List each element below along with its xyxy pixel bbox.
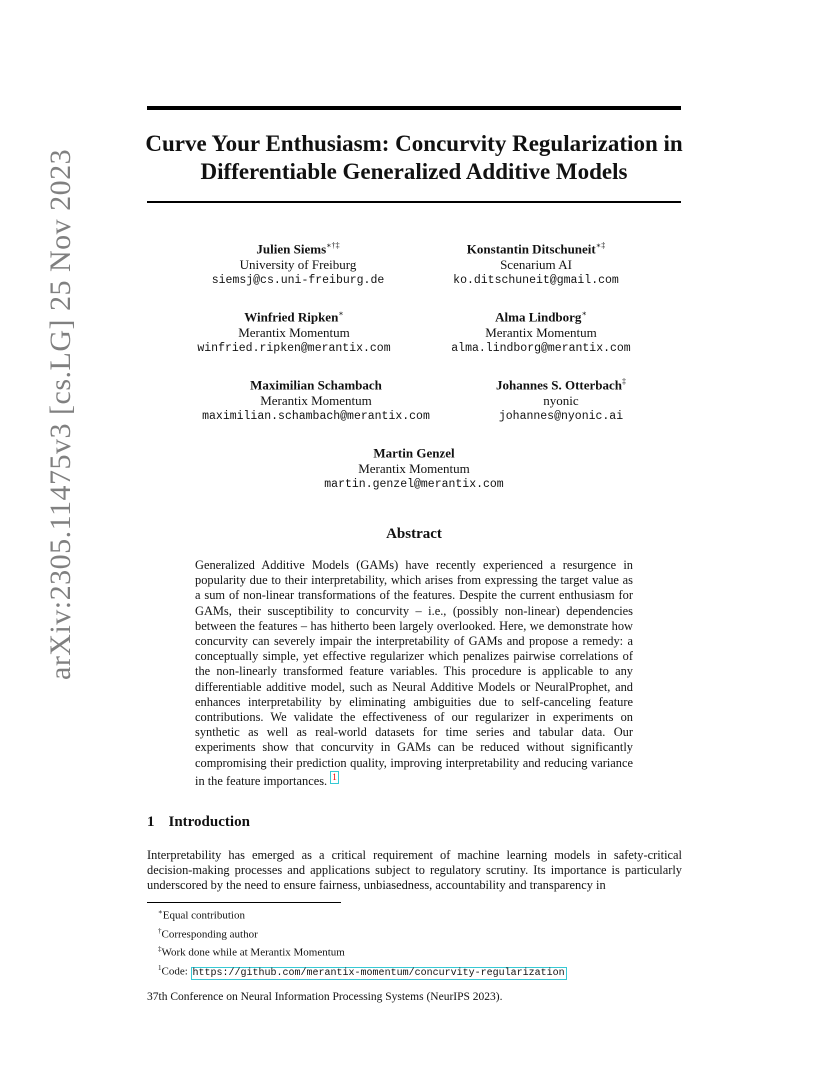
author-name: Johannes S. Otterbach <box>495 377 623 393</box>
author-affiliation: University of Freiburg <box>239 257 357 273</box>
footnote-mark: ‡ <box>158 945 162 954</box>
section-title: Introduction <box>168 814 250 830</box>
author-marks: ∗†‡ <box>326 241 340 250</box>
author-email: alma.lindborg@merantix.com <box>451 342 631 356</box>
author-block <box>406 238 666 289</box>
footnote-mark: ∗ <box>158 908 163 916</box>
author-affiliation: Merantix Momentum <box>260 393 372 409</box>
author-block <box>411 306 671 357</box>
author-affiliation: Scenarium AI <box>500 257 572 273</box>
intro-paragraph: Interpretability has emerged as a critical requirement of machine learning models in safety-critical decision-making processes and applications subject to regulatory scrutiny. Its importance is particularly underscored by the need to ensure fairness, unbiasedness, accountability and transparency in <box>147 848 682 893</box>
author-marks: ∗‡ <box>595 241 606 250</box>
author-email: martin.genzel@merantix.com <box>324 478 504 492</box>
author-name: Julien Siems <box>256 241 327 257</box>
footnotes <box>158 905 567 981</box>
author-affiliation: Merantix Momentum <box>485 325 597 341</box>
footnote <box>158 905 567 924</box>
author-block <box>186 374 446 425</box>
author-affiliation: Merantix Momentum <box>358 461 470 477</box>
author-affiliation: nyonic <box>543 393 579 409</box>
author-affiliation: Merantix Momentum <box>238 325 350 341</box>
footnote-mark: 1 <box>158 963 162 972</box>
author-email: siemsj@cs.uni-freiburg.de <box>211 274 385 288</box>
author-block <box>431 374 691 425</box>
arxiv-identifier: arXiv:2305.11475v3 [cs.LG] 25 Nov 2023 <box>44 148 77 680</box>
author-block <box>164 306 424 357</box>
author-name: Alma Lindborg <box>495 309 582 325</box>
author-name: Martin Genzel <box>373 445 455 461</box>
author-marks: ∗ <box>338 309 344 318</box>
conference-note: 37th Conference on Neural Information Processing Systems (NeurIPS 2023). <box>147 991 503 1003</box>
author-name: Winfried Ripken <box>244 309 339 325</box>
title-line-1: Curve Your Enthusiasm: Concurvity Regularization in <box>145 131 683 156</box>
arxiv-sidebar <box>24 148 77 680</box>
footnote-text: Corresponding author <box>161 928 258 941</box>
footnote <box>158 942 567 961</box>
author-name: Konstantin Ditschuneit <box>466 241 596 257</box>
author-email: maximilian.schambach@merantix.com <box>202 410 430 424</box>
footnote-text: Code: <box>161 965 191 978</box>
author-block <box>284 442 544 493</box>
author-marks: ‡ <box>622 377 627 386</box>
author-email: winfried.ripken@merantix.com <box>197 342 391 356</box>
footnote-mark: † <box>158 926 162 935</box>
title-bottom-rule <box>147 201 681 203</box>
paper-title <box>130 130 698 186</box>
section-heading <box>147 814 250 831</box>
title-top-rule <box>147 106 681 110</box>
abstract-text: Generalized Additive Models (GAMs) have recently experienced a resurgence in popularity due to their interpretability, which arises from expressing the target value as a sum of non-linear transformations of the features. Despite the current enthusiasm for GAMs, their susceptibility to concurvity – i.e., (possibly non-linear) dependencies between the features – has hitherto been largely overlooked. Here, we demonstrate how concurvity can severely impair the interpretability of GAMs and propose a remedy: a conceptually simple, yet effective regularizer which penalizes pairwise correlations of the non-linearly transformed feature variables. This procedure is applicable to any differentiable additive model, such as Neural Additive Models or NeuralProphet, and enhances interpretability by eliminating ambiguities due to self-canceling feature contributions. We validate the effectiveness of our regularizer in experiments on synthetic as well as real-world datasets for time series and tabular data. Our experiments show that concurvity in GAMs can be reduced without significantly compromising their prediction quality, improving interpretability and reducing variance in the feature importances. <box>195 558 633 788</box>
abstract-heading: Abstract <box>386 526 442 542</box>
code-url-link[interactable]: https://github.com/merantix-momentum/concurvity-regularization <box>192 967 565 979</box>
title-line-2: Differentiable Generalized Additive Models <box>200 159 628 184</box>
author-block <box>168 238 428 289</box>
section-number: 1 <box>147 814 155 830</box>
footnote-text: Equal contribution <box>162 909 245 922</box>
footnote <box>158 961 567 981</box>
author-marks: ∗ <box>581 309 587 318</box>
footnote-text: Work done while at Merantix Momentum <box>161 946 345 959</box>
author-email: johannes@nyonic.ai <box>498 410 624 424</box>
author-name: Maximilian Schambach <box>250 377 382 393</box>
footnote-rule <box>147 902 341 903</box>
author-email: ko.ditschuneit@gmail.com <box>453 274 619 288</box>
abstract-body <box>195 558 633 789</box>
footnote <box>158 924 567 943</box>
abstract-footnote-link[interactable]: 1 <box>332 771 337 782</box>
